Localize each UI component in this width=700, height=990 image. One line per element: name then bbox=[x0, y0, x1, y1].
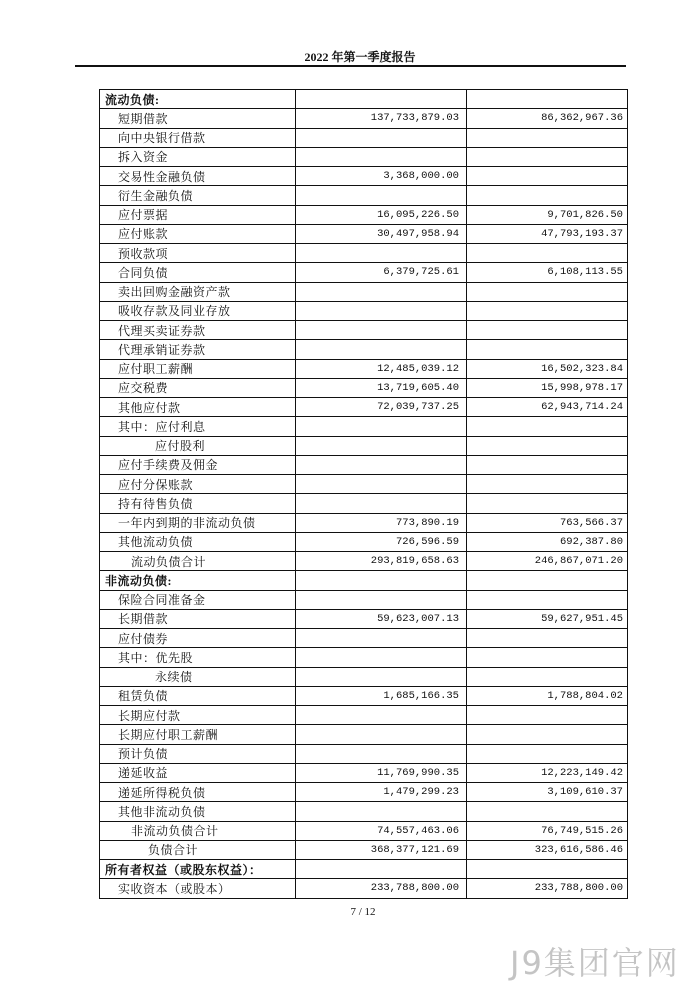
amount-second-column bbox=[467, 321, 628, 339]
amount-second-column bbox=[467, 148, 628, 166]
line-item-label: 预计负债 bbox=[100, 745, 296, 763]
line-item-label: 租赁负债 bbox=[100, 687, 296, 705]
amount-second-column: 692,387.80 bbox=[467, 533, 628, 551]
amount-second-column bbox=[467, 340, 628, 358]
amount-second-column bbox=[467, 591, 628, 609]
line-item-label: 预收款项 bbox=[100, 244, 296, 262]
line-item-label: 流动负债合计 bbox=[100, 552, 296, 570]
amount-second-column: 15,998,978.17 bbox=[467, 379, 628, 397]
amount-second-column: 763,566.37 bbox=[467, 514, 628, 532]
table-row bbox=[100, 360, 628, 379]
line-item-label: 其他非流动负债 bbox=[100, 802, 296, 820]
table-row bbox=[100, 263, 628, 282]
amount-second-column bbox=[467, 860, 628, 878]
line-item-label: 非流动负债合计 bbox=[100, 822, 296, 840]
amount-second-column: 16,502,323.84 bbox=[467, 360, 628, 378]
amount-first-column bbox=[296, 90, 467, 108]
amount-second-column bbox=[467, 167, 628, 185]
amount-second-column bbox=[467, 244, 628, 262]
line-item-label: 应付债券 bbox=[100, 629, 296, 647]
amount-first-column bbox=[296, 494, 467, 512]
line-item-label: 应交税费 bbox=[100, 379, 296, 397]
table-row bbox=[100, 283, 628, 302]
amount-second-column: 47,793,193.37 bbox=[467, 225, 628, 243]
table-row bbox=[100, 764, 628, 783]
line-item-label: 递延所得税负债 bbox=[100, 783, 296, 801]
amount-first-column bbox=[296, 745, 467, 763]
amount-second-column bbox=[467, 283, 628, 301]
amount-second-column: 62,943,714.24 bbox=[467, 398, 628, 416]
table-row bbox=[100, 494, 628, 513]
amount-first-column bbox=[296, 129, 467, 147]
table-row bbox=[100, 802, 628, 821]
amount-second-column: 323,616,586.46 bbox=[467, 841, 628, 859]
line-item-label: 其中：应付利息 bbox=[100, 417, 296, 435]
amount-first-column bbox=[296, 321, 467, 339]
amount-first-column bbox=[296, 148, 467, 166]
amount-first-column: 3,368,000.00 bbox=[296, 167, 467, 185]
amount-first-column bbox=[296, 802, 467, 820]
line-item-label: 其他应付款 bbox=[100, 398, 296, 416]
amount-second-column bbox=[467, 456, 628, 474]
line-item-label: 一年内到期的非流动负债 bbox=[100, 514, 296, 532]
total-row bbox=[100, 841, 628, 860]
table-row bbox=[100, 340, 628, 359]
page-number: 7 / 12 bbox=[350, 906, 376, 918]
amount-second-column bbox=[467, 494, 628, 512]
amount-first-column: 59,623,007.13 bbox=[296, 610, 467, 628]
table-row bbox=[100, 783, 628, 802]
header-rule bbox=[75, 65, 626, 67]
amount-first-column bbox=[296, 340, 467, 358]
line-item-label: 长期应付职工薪酬 bbox=[100, 725, 296, 743]
amount-second-column bbox=[467, 648, 628, 666]
subtotal-row bbox=[100, 552, 628, 571]
line-item-label: 合同负债 bbox=[100, 263, 296, 281]
watermark: J9集团官网 bbox=[510, 944, 680, 982]
amount-second-column: 86,362,967.36 bbox=[467, 109, 628, 127]
amount-first-column bbox=[296, 302, 467, 320]
line-item-label: 持有待售负债 bbox=[100, 494, 296, 512]
amount-first-column: 233,788,800.00 bbox=[296, 879, 467, 897]
table-row bbox=[100, 879, 628, 898]
table-row bbox=[100, 129, 628, 148]
amount-first-column bbox=[296, 629, 467, 647]
amount-first-column bbox=[296, 648, 467, 666]
line-item-label: 实收资本（或股本） bbox=[100, 879, 296, 897]
amount-second-column: 6,108,113.55 bbox=[467, 263, 628, 281]
table-row bbox=[100, 321, 628, 340]
table-row bbox=[100, 456, 628, 475]
section-heading-row bbox=[100, 571, 628, 590]
amount-first-column: 11,769,990.35 bbox=[296, 764, 467, 782]
amount-first-column: 1,685,166.35 bbox=[296, 687, 467, 705]
table-row bbox=[100, 167, 628, 186]
amount-second-column bbox=[467, 437, 628, 455]
amount-first-column: 773,890.19 bbox=[296, 514, 467, 532]
table-row bbox=[100, 186, 628, 205]
line-item-label: 长期应付款 bbox=[100, 706, 296, 724]
amount-second-column bbox=[467, 725, 628, 743]
amount-second-column bbox=[467, 706, 628, 724]
amount-first-column: 72,039,737.25 bbox=[296, 398, 467, 416]
table-row bbox=[100, 610, 628, 629]
line-item-label: 永续债 bbox=[100, 668, 296, 686]
line-item-label: 衍生金融负债 bbox=[100, 186, 296, 204]
line-item-label: 向中央银行借款 bbox=[100, 129, 296, 147]
amount-first-column bbox=[296, 244, 467, 262]
amount-second-column bbox=[467, 629, 628, 647]
table-row bbox=[100, 725, 628, 744]
table-row bbox=[100, 591, 628, 610]
amount-second-column: 1,788,804.02 bbox=[467, 687, 628, 705]
amount-second-column: 3,109,610.37 bbox=[467, 783, 628, 801]
line-item-label: 应付账款 bbox=[100, 225, 296, 243]
amount-second-column bbox=[467, 129, 628, 147]
section-heading-row bbox=[100, 860, 628, 879]
amount-first-column: 30,497,958.94 bbox=[296, 225, 467, 243]
amount-first-column: 293,819,658.63 bbox=[296, 552, 467, 570]
amount-first-column: 1,479,299.23 bbox=[296, 783, 467, 801]
amount-second-column bbox=[467, 745, 628, 763]
amount-first-column bbox=[296, 456, 467, 474]
line-item-label: 应付职工薪酬 bbox=[100, 360, 296, 378]
table-row bbox=[100, 514, 628, 533]
table-row bbox=[100, 437, 628, 456]
amount-first-column bbox=[296, 860, 467, 878]
amount-first-column bbox=[296, 475, 467, 493]
table-row bbox=[100, 687, 628, 706]
line-item-label: 其中：优先股 bbox=[100, 648, 296, 666]
section-heading-row bbox=[100, 90, 628, 109]
table-row bbox=[100, 629, 628, 648]
table-row bbox=[100, 379, 628, 398]
amount-first-column bbox=[296, 668, 467, 686]
amount-second-column: 59,627,951.45 bbox=[467, 610, 628, 628]
amount-first-column: 726,596.59 bbox=[296, 533, 467, 551]
amount-second-column bbox=[467, 475, 628, 493]
amount-first-column bbox=[296, 591, 467, 609]
amount-first-column bbox=[296, 417, 467, 435]
amount-second-column: 233,788,800.00 bbox=[467, 879, 628, 897]
table-row bbox=[100, 398, 628, 417]
line-item-label: 吸收存款及同业存放 bbox=[100, 302, 296, 320]
amount-first-column: 16,095,226.50 bbox=[296, 206, 467, 224]
running-header: 2022 年第一季度报告 bbox=[304, 50, 416, 64]
line-item-label: 负债合计 bbox=[100, 841, 296, 859]
balance-sheet-table bbox=[99, 89, 628, 899]
line-item-label: 拆入资金 bbox=[100, 148, 296, 166]
table-row bbox=[100, 475, 628, 494]
amount-second-column bbox=[467, 186, 628, 204]
amount-first-column: 74,557,463.06 bbox=[296, 822, 467, 840]
section-heading: 所有者权益（或股东权益）： bbox=[100, 860, 296, 878]
amount-first-column bbox=[296, 437, 467, 455]
amount-second-column: 12,223,149.42 bbox=[467, 764, 628, 782]
line-item-label: 代理买卖证券款 bbox=[100, 321, 296, 339]
section-heading: 流动负债: bbox=[100, 90, 296, 108]
section-heading: 非流动负债: bbox=[100, 571, 296, 589]
table-row bbox=[100, 533, 628, 552]
table-row bbox=[100, 109, 628, 128]
table-row bbox=[100, 417, 628, 436]
table-row bbox=[100, 745, 628, 764]
line-item-label: 应付票据 bbox=[100, 206, 296, 224]
line-item-label: 应付分保账款 bbox=[100, 475, 296, 493]
table-row bbox=[100, 244, 628, 263]
line-item-label: 长期借款 bbox=[100, 610, 296, 628]
table-row bbox=[100, 148, 628, 167]
line-item-label: 代理承销证券款 bbox=[100, 340, 296, 358]
amount-first-column bbox=[296, 283, 467, 301]
amount-first-column: 368,377,121.69 bbox=[296, 841, 467, 859]
subtotal-row bbox=[100, 822, 628, 841]
amount-second-column bbox=[467, 571, 628, 589]
line-item-label: 应付手续费及佣金 bbox=[100, 456, 296, 474]
amount-first-column bbox=[296, 725, 467, 743]
line-item-label: 递延收益 bbox=[100, 764, 296, 782]
table-row bbox=[100, 302, 628, 321]
line-item-label: 卖出回购金融资产款 bbox=[100, 283, 296, 301]
amount-second-column bbox=[467, 302, 628, 320]
amount-first-column bbox=[296, 706, 467, 724]
table-row bbox=[100, 225, 628, 244]
line-item-label: 短期借款 bbox=[100, 109, 296, 127]
line-item-label: 应付股利 bbox=[100, 437, 296, 455]
amount-first-column: 137,733,879.03 bbox=[296, 109, 467, 127]
amount-second-column bbox=[467, 802, 628, 820]
amount-first-column bbox=[296, 571, 467, 589]
table-row bbox=[100, 668, 628, 687]
amount-second-column bbox=[467, 668, 628, 686]
amount-second-column: 246,867,071.20 bbox=[467, 552, 628, 570]
line-item-label: 其他流动负债 bbox=[100, 533, 296, 551]
table-row bbox=[100, 706, 628, 725]
amount-second-column: 9,701,826.50 bbox=[467, 206, 628, 224]
amount-second-column bbox=[467, 90, 628, 108]
amount-first-column: 6,379,725.61 bbox=[296, 263, 467, 281]
amount-first-column: 13,719,605.40 bbox=[296, 379, 467, 397]
amount-second-column bbox=[467, 417, 628, 435]
amount-first-column bbox=[296, 186, 467, 204]
amount-second-column: 76,749,515.26 bbox=[467, 822, 628, 840]
line-item-label: 交易性金融负债 bbox=[100, 167, 296, 185]
line-item-label: 保险合同准备金 bbox=[100, 591, 296, 609]
amount-first-column: 12,485,039.12 bbox=[296, 360, 467, 378]
table-row bbox=[100, 206, 628, 225]
table-row bbox=[100, 648, 628, 667]
